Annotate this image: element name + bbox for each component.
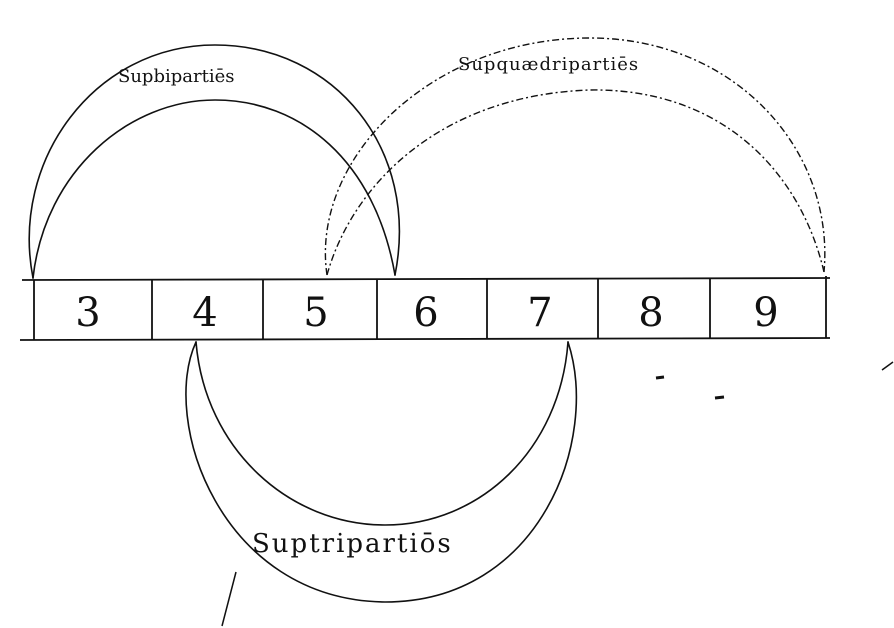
cell-number-9: 9 <box>753 290 779 336</box>
cell-number-3: 3 <box>75 290 101 336</box>
label-subbipartiens: Supbipartiēs <box>118 66 235 87</box>
subbipartiens-inner-arc <box>33 100 395 278</box>
cell-number-4: 4 <box>192 290 218 336</box>
label-subtripartiens: Suptripartiōs <box>252 529 453 559</box>
bar-bottom-line <box>20 338 830 340</box>
subtripartiens-lune <box>186 342 576 602</box>
subtripartiens-outer-arc <box>186 342 576 602</box>
speck-4 <box>222 572 236 626</box>
speck-3 <box>882 362 893 370</box>
cell-number-7: 7 <box>527 290 553 336</box>
cell-number-8: 8 <box>638 290 664 336</box>
speck-1 <box>656 377 664 378</box>
ink-specks <box>222 362 893 626</box>
speck-2 <box>715 397 724 398</box>
subquadripartiens-inner-arc <box>327 90 824 275</box>
cell-number-5: 5 <box>303 290 329 336</box>
cell-number-6: 6 <box>413 290 439 336</box>
label-subquadripartiens: Supquædripartiēs <box>458 54 640 75</box>
bar-top-line <box>22 278 830 280</box>
subtripartiens-inner-arc <box>196 342 568 525</box>
number-bar <box>20 276 830 340</box>
